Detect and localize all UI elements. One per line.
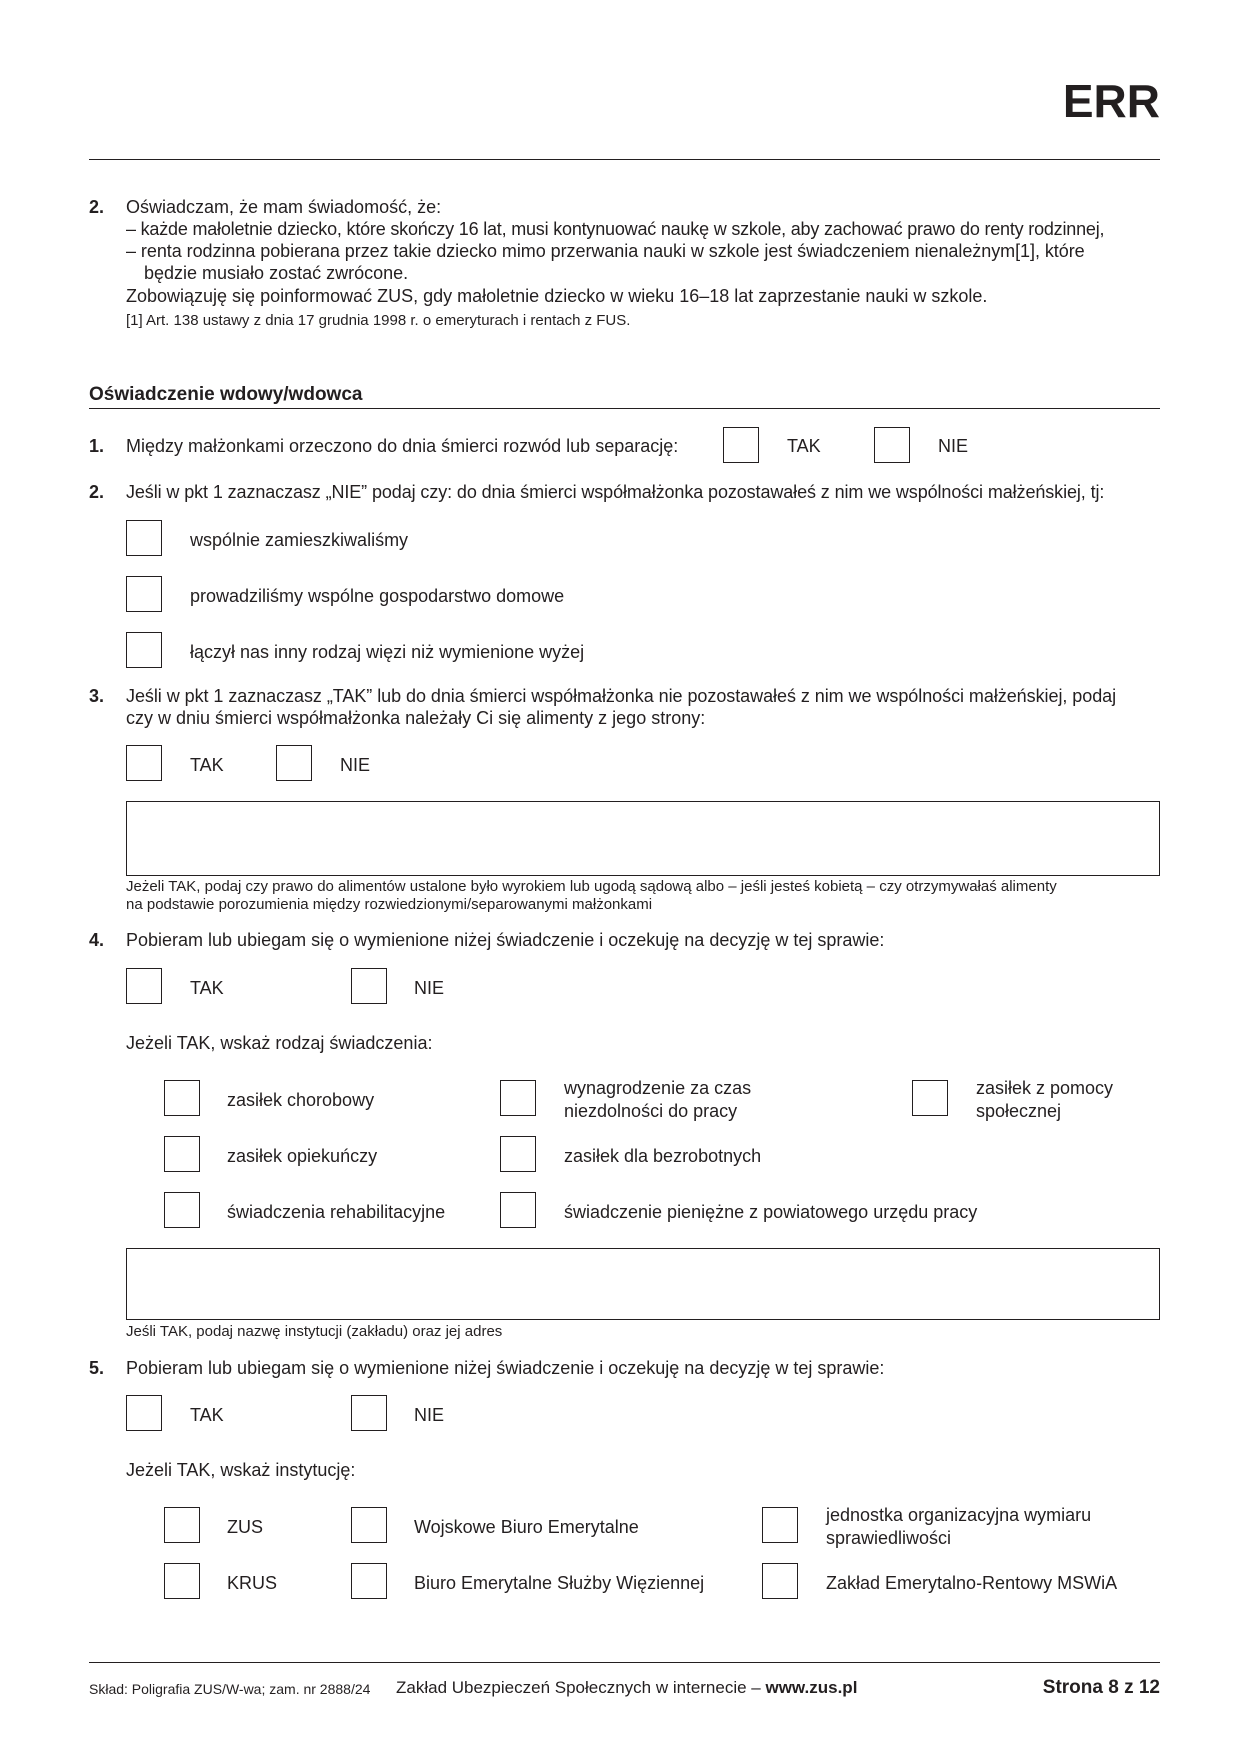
q1-no-checkbox[interactable] bbox=[874, 427, 910, 463]
page-number: Strona 8 z 12 bbox=[1042, 1677, 1160, 1698]
benefit-labour-office-label: świadczenie pieniężne z powiatowego urzędu pracy bbox=[564, 1202, 978, 1222]
institution-wbe-checkbox[interactable] bbox=[351, 1507, 387, 1543]
footer-web-link[interactable]: www.zus.pl bbox=[765, 1678, 858, 1697]
q5-yes-label: TAK bbox=[190, 1405, 224, 1425]
q3-yes-checkbox[interactable] bbox=[126, 745, 162, 781]
q4-no-label: NIE bbox=[414, 978, 445, 998]
statement-obligation: Zobowiązuję się poinformować ZUS, gdy małoletnie dziecko w wieku 16–18 lat zaprzestanie nauki w szkole. bbox=[126, 286, 988, 306]
footer-web-text: Zakład Ubezpieczeń Społecznych w internecie – bbox=[396, 1678, 766, 1697]
institution-mswia-label: Zakład Emerytalno-Rentowy MSWiA bbox=[826, 1573, 1118, 1593]
section-title: Oświadczenie wdowy/wdowca bbox=[89, 384, 363, 405]
institution-wbe-label: Wojskowe Biuro Emerytalne bbox=[414, 1517, 639, 1537]
q1-yes-label: TAK bbox=[787, 436, 821, 456]
benefit-unemployed-label: zasiłek dla bezrobotnych bbox=[564, 1146, 762, 1166]
q2-text: Jeśli w pkt 1 zaznaczasz „NIE” podaj czy: do dnia śmierci współmałżonka pozostawałeś z nim we wspólności małżeńskiej, tj: bbox=[126, 482, 1105, 502]
benefit-wage-checkbox[interactable] bbox=[500, 1080, 536, 1116]
benefit-sick-checkbox[interactable] bbox=[164, 1080, 200, 1116]
benefit-social-label-line-2: społecznej bbox=[976, 1101, 1062, 1121]
institution-zus-checkbox[interactable] bbox=[164, 1507, 200, 1543]
benefit-social-label-line-1: zasiłek z pomocy bbox=[976, 1078, 1114, 1098]
item-number: 2. bbox=[89, 482, 105, 502]
q4-institution-field[interactable] bbox=[126, 1248, 1160, 1320]
footnote: [1] Art. 138 ustawy z dnia 17 grudnia 1998 r. o emeryturach i rentach z FUS. bbox=[126, 312, 631, 329]
q1-no-label: NIE bbox=[938, 436, 969, 456]
statement-bullet-2-cont: będzie musiało zostać zwrócone. bbox=[144, 263, 409, 283]
benefit-sick-label: zasiłek chorobowy bbox=[227, 1090, 375, 1110]
q5-no-checkbox[interactable] bbox=[351, 1395, 387, 1431]
q2-option-1-label: wspólnie zamieszkiwaliśmy bbox=[190, 530, 409, 550]
q4-yes-checkbox[interactable] bbox=[126, 968, 162, 1004]
institution-prison-label: Biuro Emerytalne Służby Więziennej bbox=[414, 1573, 705, 1593]
form-code: ERR bbox=[1062, 75, 1160, 127]
q3-text-line-2: czy w dniu śmierci współmałżonka należały Ci się alimenty z jego strony: bbox=[126, 708, 706, 728]
q4-yes-label: TAK bbox=[190, 978, 224, 998]
q5-text: Pobieram lub ubiegam się o wymienione niżej świadczenie i oczekuję na decyzję w tej sprawie: bbox=[126, 1358, 885, 1378]
institution-krus-checkbox[interactable] bbox=[164, 1563, 200, 1599]
item-number: 5. bbox=[89, 1358, 105, 1378]
benefit-rehab-checkbox[interactable] bbox=[164, 1192, 200, 1228]
institution-zus-label: ZUS bbox=[227, 1517, 263, 1537]
q2-option-3-label: łączył nas inny rodzaj więzi niż wymienione wyżej bbox=[190, 642, 585, 662]
benefit-unemployed-checkbox[interactable] bbox=[500, 1136, 536, 1172]
q3-field-note-line-1: Jeżeli TAK, podaj czy prawo do alimentów ustalone było wyrokiem lub ugodą sądową albo – jeśli jesteś kobietą – czy otrzymywałaś alimenty bbox=[126, 878, 1057, 895]
footer-rule bbox=[89, 1662, 1160, 1663]
q3-text-line-1: Jeśli w pkt 1 zaznaczasz „TAK” lub do dnia śmierci współmałżonka nie pozostawałeś z nim we wspólności małżeńskiej, podaj bbox=[126, 686, 1117, 706]
item-number: 3. bbox=[89, 686, 105, 706]
benefit-care-checkbox[interactable] bbox=[164, 1136, 200, 1172]
q5-institution-label: Jeżeli TAK, wskaż instytucję: bbox=[126, 1460, 356, 1480]
q4-kind-label: Jeżeli TAK, wskaż rodzaj świadczenia: bbox=[126, 1033, 433, 1053]
header-rule bbox=[89, 159, 1160, 160]
q4-text: Pobieram lub ubiegam się o wymienione niżej świadczenie i oczekuję na decyzję w tej sprawie: bbox=[126, 930, 885, 950]
benefit-wage-label-line-2: niezdolności do pracy bbox=[564, 1101, 738, 1121]
q5-yes-checkbox[interactable] bbox=[126, 1395, 162, 1431]
q5-no-label: NIE bbox=[414, 1405, 445, 1425]
institution-justice-label-line-2: sprawiedliwości bbox=[826, 1528, 952, 1548]
statement-bullet-1: – każde małoletnie dziecko, które skończy 16 lat, musi kontynuować naukę w szkole, aby zachować prawo do renty rodzinnej, bbox=[126, 219, 1105, 239]
institution-prison-checkbox[interactable] bbox=[351, 1563, 387, 1599]
institution-krus-label: KRUS bbox=[227, 1573, 278, 1593]
institution-justice-label-line-1: jednostka organizacyjna wymiaru bbox=[826, 1505, 1092, 1525]
statement-bullet-2: – renta rodzinna pobierana przez takie dziecko mimo przerwania nauki w szkole jest świadczeniem nienależnym[1], które bbox=[126, 241, 1085, 261]
q2-option-1-checkbox[interactable] bbox=[126, 520, 162, 556]
institution-mswia-checkbox[interactable] bbox=[762, 1563, 798, 1599]
q2-option-2-checkbox[interactable] bbox=[126, 576, 162, 612]
q3-no-checkbox[interactable] bbox=[276, 745, 312, 781]
section-rule bbox=[89, 408, 1160, 409]
q4-field-note: Jeśli TAK, podaj nazwę instytucji (zakładu) oraz jej adres bbox=[126, 1323, 503, 1340]
item-number: 2. bbox=[89, 197, 105, 217]
institution-justice-checkbox[interactable] bbox=[762, 1507, 798, 1543]
q1-text: Między małżonkami orzeczono do dnia śmierci rozwód lub separację: bbox=[126, 436, 679, 456]
q3-details-field[interactable] bbox=[126, 801, 1160, 876]
q3-no-label: NIE bbox=[340, 755, 371, 775]
footer-web bbox=[396, 1678, 857, 1698]
q4-no-checkbox[interactable] bbox=[351, 968, 387, 1004]
item-number: 1. bbox=[89, 436, 105, 456]
q2-option-2-label: prowadziliśmy wspólne gospodarstwo domowe bbox=[190, 586, 565, 606]
q2-option-3-checkbox[interactable] bbox=[126, 632, 162, 668]
benefit-care-label: zasiłek opiekuńczy bbox=[227, 1146, 378, 1166]
benefit-labour-office-checkbox[interactable] bbox=[500, 1192, 536, 1228]
q3-yes-label: TAK bbox=[190, 755, 224, 775]
q3-field-note-line-2: na podstawie porozumienia między rozwiedzionymi/separowanymi małżonkami bbox=[126, 896, 653, 913]
statement-intro: Oświadczam, że mam świadomość, że: bbox=[126, 197, 442, 217]
benefit-wage-label-line-1: wynagrodzenie za czas bbox=[564, 1078, 752, 1098]
item-number: 4. bbox=[89, 930, 105, 950]
q1-yes-checkbox[interactable] bbox=[723, 427, 759, 463]
footer-imprint: Skład: Poligrafia ZUS/W-wa; zam. nr 2888/24 bbox=[89, 1681, 371, 1697]
benefit-social-checkbox[interactable] bbox=[912, 1080, 948, 1116]
benefit-rehab-label: świadczenia rehabilitacyjne bbox=[227, 1202, 446, 1222]
